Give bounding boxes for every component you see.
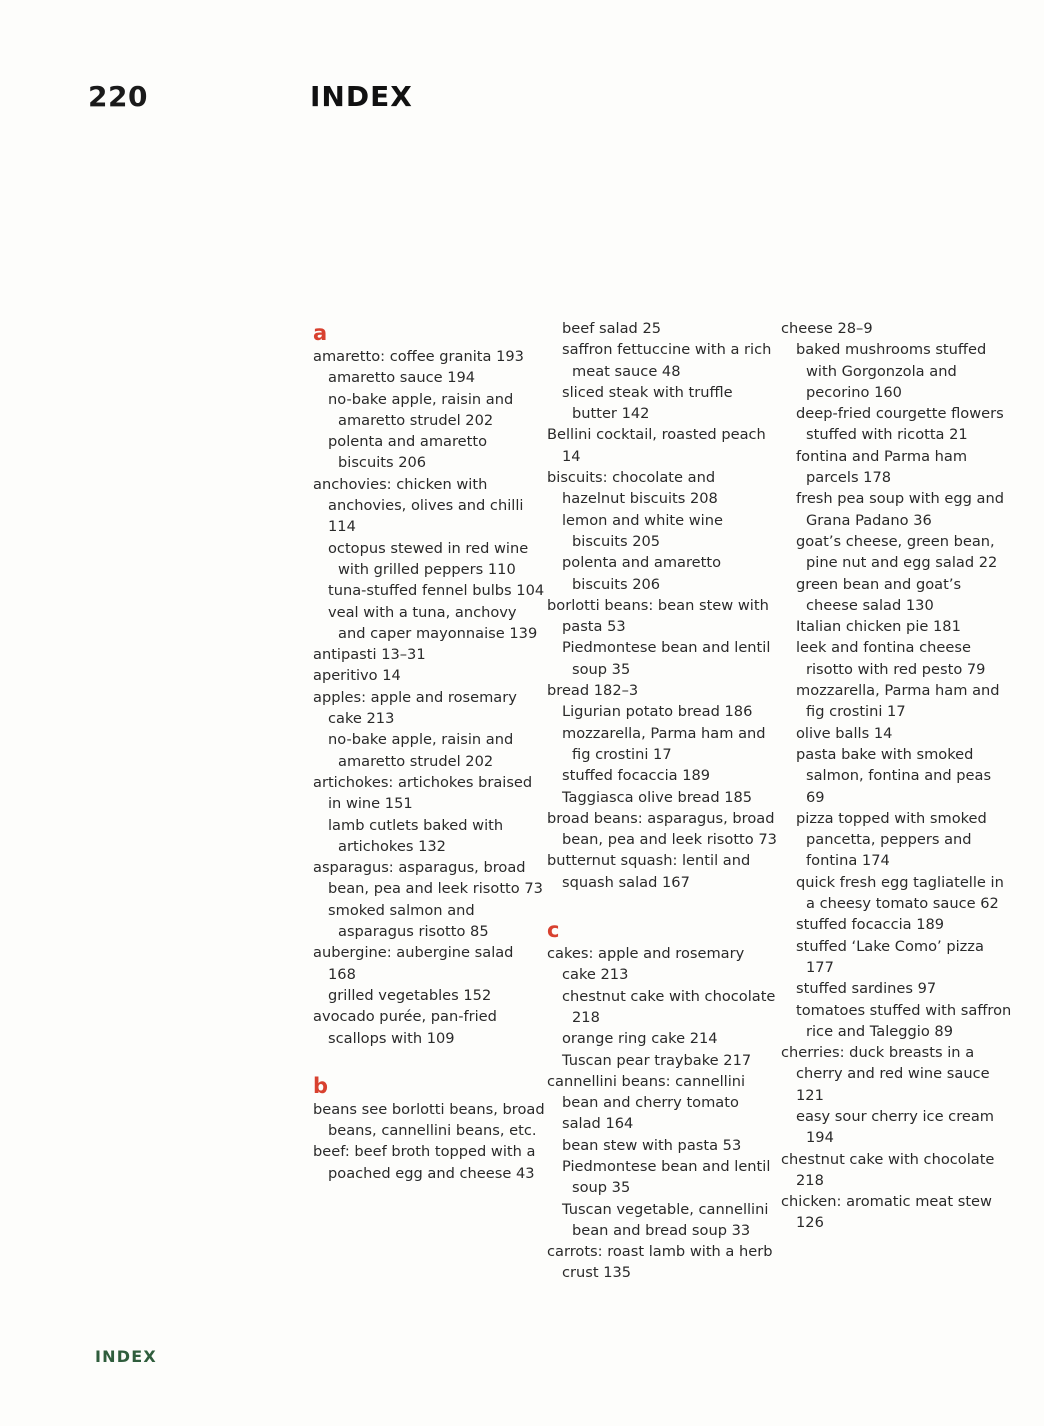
index-column-1 [313, 318, 545, 1184]
index-subentry: Piedmontese bean and lentil soup 35 [562, 639, 771, 678]
index-subentry: goat’s cheese, green bean, pine nut and egg salad 22 [796, 532, 998, 572]
index-subentry: polenta and amaretto biscuits 206 [562, 554, 722, 593]
index-subentry: stuffed focaccia 189 [562, 767, 711, 785]
index-entry: biscuits: chocolate and hazelnut biscuits 208 [547, 469, 718, 508]
index-subentry: no-bake apple, raisin and amaretto strudel 202 [328, 731, 514, 770]
index-subentry: beef salad 25 [562, 320, 662, 337]
index-subentry: tomatoes stuffed with saffron rice and Taleggio 89 [796, 1001, 1012, 1040]
index-subentry: polenta and amaretto biscuits 206 [328, 433, 488, 472]
index-subentry: mozzarella, Parma ham and fig crostini 17 [796, 682, 1000, 721]
index-subentry: mozzarella, Parma ham and fig crostini 17 [562, 724, 766, 763]
index-column-2 [547, 318, 779, 1284]
index-entry: beef: beef broth topped with a poached egg and cheese 43 [313, 1143, 536, 1182]
index-subentry: veal with a tuna, anchovy and caper mayonnaise 139 [328, 603, 538, 642]
index-subentry: sliced steak with truffle butter 142 [562, 383, 733, 423]
index-entry: apples: apple and rosemary cake 213 [313, 688, 517, 728]
index-entry: borlotti beans: bean stew with pasta 53 [547, 596, 769, 636]
section-letter: a [313, 321, 328, 345]
index-subentry: stuffed sardines 97 [796, 980, 937, 998]
index-subentry: orange ring cake 214 [562, 1030, 718, 1048]
index-subentry: bean stew with pasta 53 [562, 1136, 742, 1154]
index-entry: chicken: aromatic meat stew 126 [781, 1193, 992, 1232]
index-subentry: Taggiasca olive bread 185 [562, 788, 753, 806]
index-subentry: quick fresh egg tagliatelle in a cheesy tomato sauce 62 [796, 873, 1004, 913]
index-subentry: fontina and Parma ham parcels 178 [796, 447, 968, 487]
index-entry: amaretto: coffee granita 193 [313, 348, 524, 365]
index-subentry: Ligurian potato bread 186 [562, 703, 753, 721]
section-letter: b [313, 1073, 329, 1098]
index-entry: asparagus: asparagus, broad bean, pea and leek risotto 73 [313, 859, 543, 898]
index-entry: beans see borlotti beans, broad beans, cannellini beans, etc. [313, 1100, 545, 1140]
index-subentry: amaretto sauce 194 [328, 369, 476, 387]
index-entry: aperitivo 14 [313, 667, 401, 685]
index-subentry: octopus stewed in red wine with grilled peppers 110 [328, 539, 529, 578]
index-entry: broad beans: asparagus, broad bean, pea and leek risotto 73 [547, 809, 777, 849]
index-entry: cakes: apple and rosemary cake 213 [547, 945, 745, 984]
index-subentry: Piedmontese bean and lentil soup 35 [562, 1157, 771, 1197]
index-subentry: easy sour cherry ice cream 194 [796, 1107, 995, 1147]
index-subentry: lemon and white wine biscuits 205 [562, 511, 723, 550]
footer-label: INDEX [95, 1347, 157, 1366]
index-entry: bread 182–3 [547, 682, 639, 700]
index-subentry: stuffed focaccia 189 [796, 916, 945, 934]
index-subentry: tuna-stuffed fennel bulbs 104 [328, 582, 545, 600]
index-subentry: chestnut cake with chocolate 218 [562, 987, 776, 1026]
index-entry: butternut squash: lentil and squash salad 167 [547, 852, 751, 891]
index-subentry: Tuscan vegetable, cannellini bean and bread soup 33 [562, 1200, 769, 1239]
index-subentry: baked mushrooms stuffed with Gorgonzola and pecorino 160 [796, 341, 987, 401]
index-subentry: pizza topped with smoked pancetta, peppers and fontina 174 [796, 809, 987, 870]
index-subentry: lamb cutlets baked with artichokes 132 [328, 816, 504, 855]
index-entry: antipasti 13–31 [313, 646, 426, 664]
index-entry: artichokes: artichokes braised in wine 151 [313, 773, 533, 813]
index-subentry: fresh pea soup with egg and Grana Padano 36 [796, 490, 1004, 529]
index-subentry: grilled vegetables 152 [328, 986, 492, 1004]
index-subentry: Italian chicken pie 181 [796, 618, 961, 636]
index-subentry: stuffed ‘Lake Como’ pizza 177 [796, 937, 984, 976]
index-entry: Bellini cocktail, roasted peach 14 [547, 426, 766, 465]
index-subentry: Tuscan pear traybake 217 [562, 1051, 752, 1069]
index-subentry: olive balls 14 [796, 724, 893, 742]
index-entry: anchovies: chicken with anchovies, olives and chilli 114 [313, 475, 524, 536]
index-entry: carrots: roast lamb with a herb crust 135 [547, 1243, 773, 1282]
index-entry: cherries: duck breasts in a cherry and red wine sauce 121 [781, 1044, 990, 1104]
index-entry: aubergine: aubergine salad 168 [313, 944, 514, 983]
index-subentry: green bean and goat’s cheese salad 130 [796, 575, 962, 614]
index-entry: chestnut cake with chocolate 218 [781, 1150, 995, 1189]
index-subentry: deep-fried courgette flowers stuffed with ricotta 21 [796, 405, 1004, 444]
page-title: INDEX [310, 80, 413, 113]
index-column-3 [781, 318, 1013, 1234]
index-entry: avocado purée, pan-fried scallops with 109 [313, 1008, 497, 1047]
index-subentry: smoked salmon and asparagus risotto 85 [328, 901, 489, 941]
index-entry: cheese 28–9 [781, 320, 873, 337]
index-subentry: no-bake apple, raisin and amaretto strudel 202 [328, 390, 514, 429]
page-number: 220 [88, 80, 148, 113]
index-subentry: leek and fontina cheese risotto with red pesto 79 [796, 639, 986, 678]
index-subentry: pasta bake with smoked salmon, fontina and peas 69 [796, 745, 992, 806]
index-entry: cannellini beans: cannellini bean and cherry tomato salad 164 [547, 1072, 746, 1133]
index-subentry: saffron fettuccine with a rich meat sauce 48 [562, 341, 772, 380]
section-letter: c [547, 918, 560, 943]
